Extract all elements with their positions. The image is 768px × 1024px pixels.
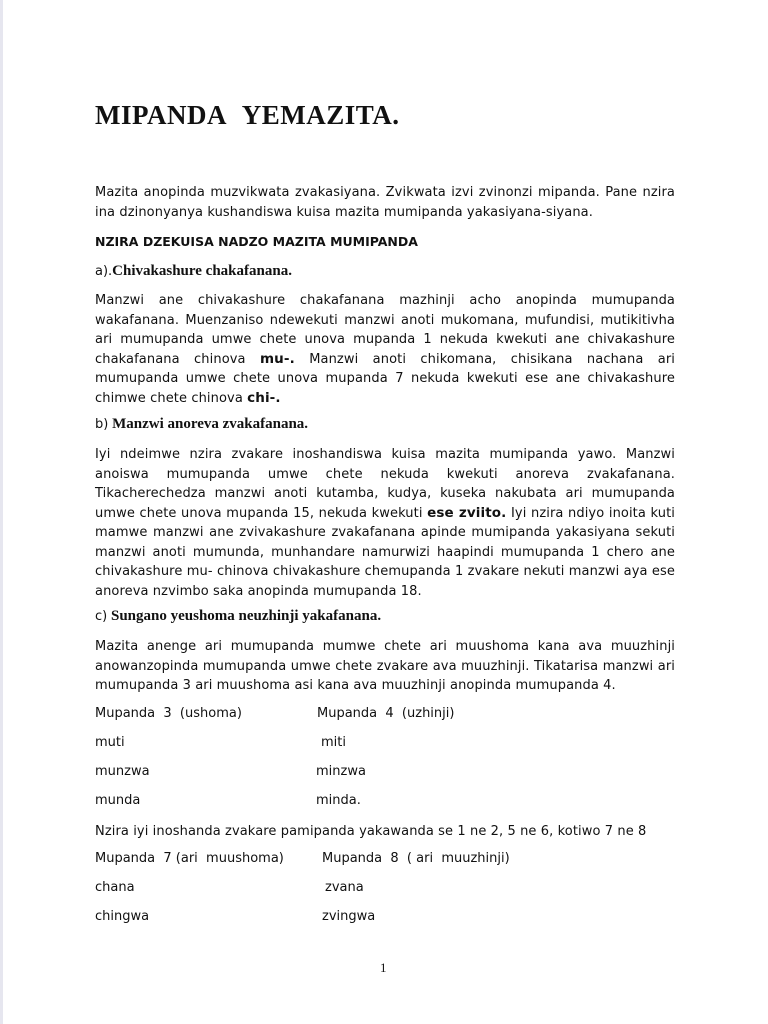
table-2-header — [95, 851, 675, 871]
table-2-cell: chingwa — [95, 909, 150, 924]
table-1-cell: munda — [95, 793, 141, 808]
page-edge — [0, 0, 3, 1024]
section-a-title: Chivakashure chakafanana. — [112, 263, 292, 279]
table-1-cell: muti — [95, 735, 125, 750]
table-row — [95, 909, 675, 929]
table-1-cell: minzwa — [316, 764, 366, 779]
section-a-text-1: Manzwi ane chivakashure chakafanana mazhinji acho anopinda mumupanda wakafanana. Muenzaniso ndewekuti manzwi anoti mukomana, mufundisi, mutikitivha ari mumupanda umwe chete unova mupanda 1 nekuda kwekuti ane chivakashure chakafanana chinova — [95, 293, 675, 367]
intro-paragraph: Mazita anopinda muzvikwata zvakasiyana. Zvikwata izvi zvinonzi mipanda. Pane nzira ina dzinonyanya kushandiswa kuisa mazita mumipanda yakasiyana-siyana. — [95, 185, 675, 220]
table-2-header-col-2: Mupanda 8 ( ari muuzhinji) — [322, 851, 510, 866]
section-b-text-2: Iyi nzira ndiyo inoita kuti mamwe manzwi ane zvivakashure zvakafanana apinde mumipanda yakasiyana sekuti manzwi anoti mumunda, munhandare namurwizi haapindi mumupanda 1 chero ane chivakashure mu- chinova chivakashure chemupanda 1 zvakare nekuti manzwi aya ese anoreva nzvimbo saka anopinda mumupanda 18. — [95, 505, 675, 599]
table-2-header-col-1: Mupanda 7 (ari muushoma) — [95, 851, 284, 866]
section-c-label: c) — [95, 609, 108, 624]
section-a-label: a). — [95, 264, 113, 279]
section-b-title: Manzwi anoreva zvakafanana. — [108, 416, 309, 432]
section-a-text-2: Manzwi anoti chikomana, chisikana nachana ari mumupanda umwe chete unova mupanda 7 nekuda kwekuti ese ane chivakashure chimwe chete chinova — [95, 351, 675, 406]
section-b-heading — [95, 416, 308, 433]
section-b-paragraph — [95, 445, 675, 601]
table-1-cell: munzwa — [95, 764, 150, 779]
section-b-label: b) — [95, 417, 109, 432]
page-number: 1 — [380, 960, 387, 975]
table-row — [95, 764, 675, 784]
section-c-title: Sungano yeushoma neuzhinji yakafanana. — [107, 608, 382, 624]
table-1-cell: miti — [321, 735, 346, 750]
table-row — [95, 735, 675, 755]
table-2-cell: zvingwa — [322, 909, 376, 924]
table-row — [95, 793, 675, 813]
table-2-cell: zvana — [325, 880, 364, 895]
page-title: MIPANDA YEMAZITA. — [95, 100, 400, 130]
section-a-paragraph — [95, 291, 675, 408]
note-paragraph: Nzira iyi inoshanda zvakare pamipanda yakawanda se 1 ne 2, 5 ne 6, kotiwo 7 ne 8 — [95, 824, 647, 839]
section-heading: NZIRA DZEKUISA NADZO MAZITA MUMIPANDA — [95, 234, 418, 249]
section-c-heading — [95, 608, 381, 625]
section-b-text-1: Iyi ndeimwe nzira zvakare inoshandiswa kuisa mazita mumipanda yawo. Manzwi anoiswa mumupanda umwe chete nekuda kwekuti anoreva zvakafanana. Tikacherechedza manzwi anoti kutamba, kudya, kuseka nakubata ari mumupanda umwe chete unova mupanda 15, nekuda kwekuti — [95, 447, 675, 521]
table-2-cell: chana — [95, 880, 135, 895]
section-a-bold-1: mu-. — [260, 350, 295, 367]
section-c-paragraph: Mazita anenge ari mumupanda mumwe chete ari muushoma kana ava muuzhinji anowanzopinda mumupanda umwe chete zvakare ava muuzhinji. Tikatarisa manzwi ari mumupanda 3 ari muushoma asi kana ava muuzhinji anopinda mumupanda 4. — [95, 639, 675, 693]
section-a-bold-2: chi-. — [247, 389, 281, 406]
table-row — [95, 880, 675, 900]
table-1-header-col-2: Mupanda 4 (uzhinji) — [317, 706, 455, 721]
table-1-header-col-1: Mupanda 3 (ushoma) — [95, 706, 242, 721]
section-a-heading — [95, 263, 292, 280]
table-1-header — [95, 706, 675, 726]
table-1-cell: minda. — [316, 793, 361, 808]
section-b-bold-1: ese zviito. — [427, 504, 507, 521]
